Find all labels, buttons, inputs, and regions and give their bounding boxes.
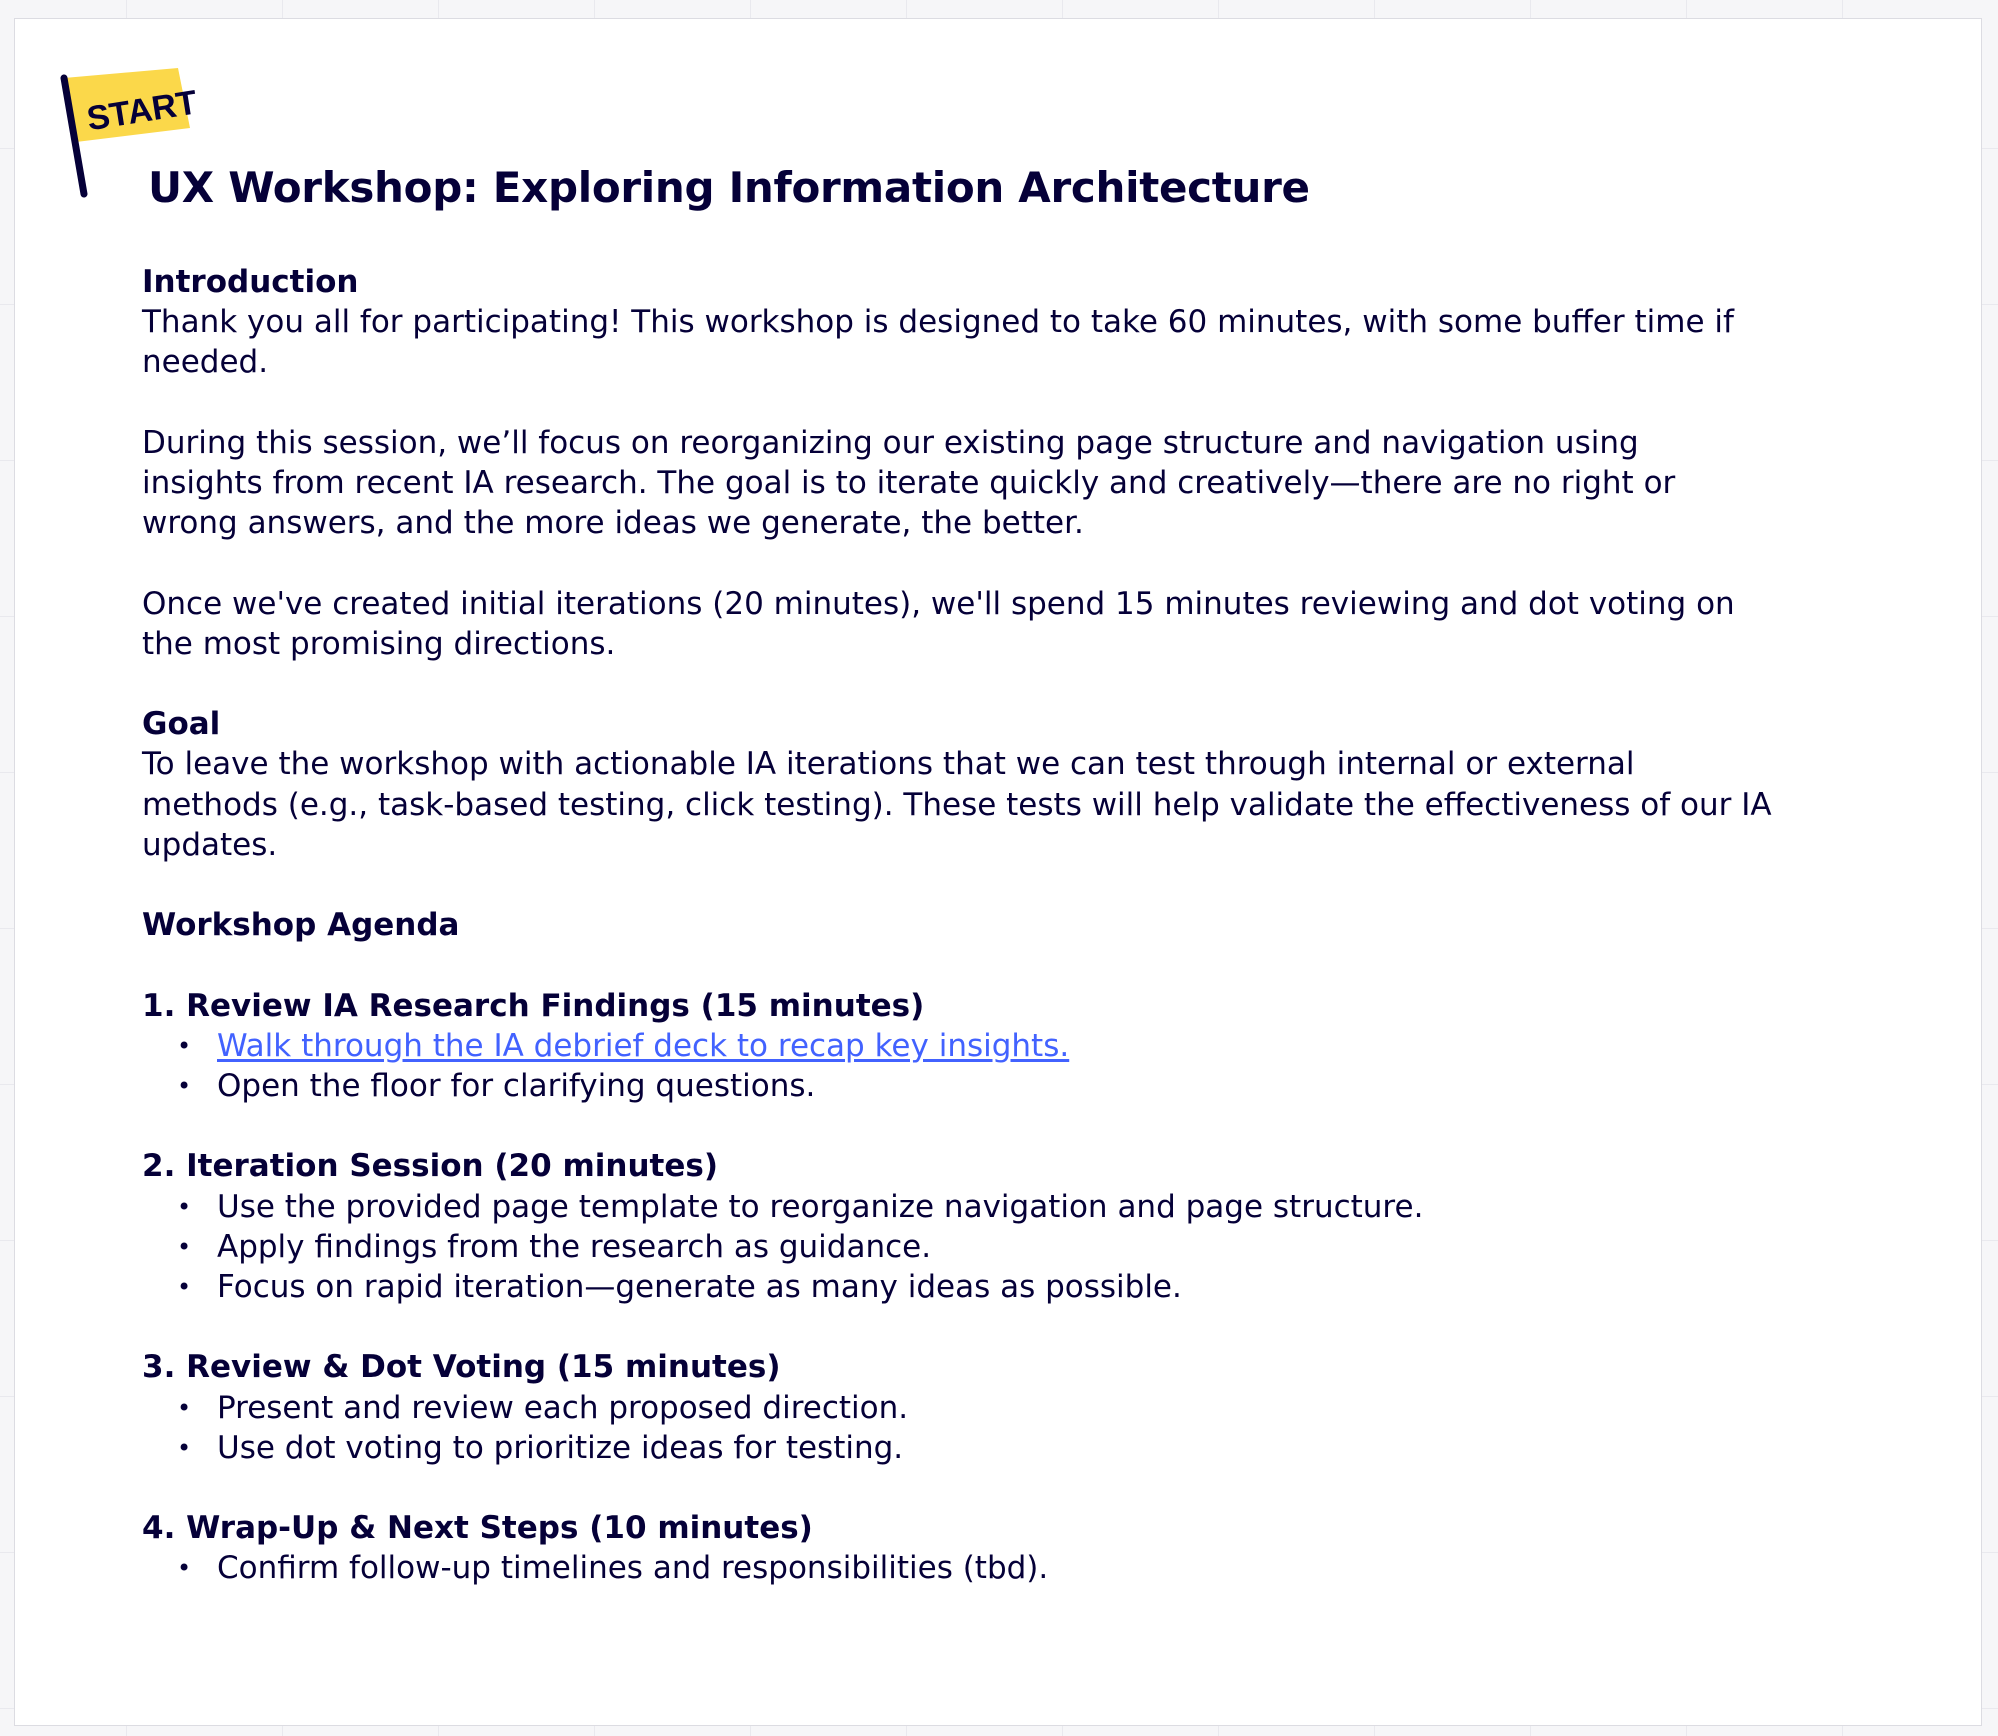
document-body [142, 262, 1842, 1589]
goal-section [142, 704, 1842, 865]
debrief-deck-link[interactable]: Walk through the IA debrief deck to recap key insights. [217, 1027, 1070, 1064]
intro-paragraph-2-line-2: insights from recent IA research. The goal is to iterate quickly and creatively—there are no right or [142, 465, 1676, 501]
agenda-list [142, 1388, 1842, 1468]
flag-label: START [84, 83, 200, 139]
intro-paragraph-2-line-1: During this session, we’ll focus on reorganizing our existing page structure and navigation using [142, 424, 1639, 461]
goal-line-2: methods (e.g., task-based testing, click testing). These tests will help validate the effectiveness of our IA [142, 786, 1772, 823]
goal-heading: Goal [142, 706, 221, 743]
goal-line-1: To leave the workshop with actionable IA iterations that we can test through internal or external [142, 746, 1635, 783]
list-item: • Use the provided page template to reorganize navigation and page structure. [142, 1187, 1842, 1227]
list-item: • Focus on rapid iteration—generate as many ideas as possible. [142, 1267, 1842, 1307]
list-item: • Apply findings from the research as guidance. [142, 1227, 1842, 1267]
list-item: • Open the floor for clarifying questions. [142, 1066, 1842, 1106]
intro-paragraph-3-line-1: Once we've created initial iterations (20 minutes), we'll spend 15 minutes reviewing and dot voting on [142, 585, 1735, 622]
agenda-section-title: 3. Review & Dot Voting (15 minutes) [142, 1349, 781, 1386]
list-item: • Confirm follow-up timelines and responsibilities (tbd). [142, 1548, 1842, 1588]
list-item [142, 1026, 1842, 1066]
list-item: • Present and review each proposed direction. [142, 1388, 1842, 1428]
agenda-list [142, 1187, 1842, 1308]
intro-paragraph-1-line-1: Thank you all for participating! This workshop is designed to take 60 minutes, with some buffer time if [142, 304, 1734, 341]
intro-paragraph-3-line-2: the most promising directions. [142, 625, 616, 662]
introduction-section [142, 262, 1842, 664]
introduction-heading: Introduction [142, 264, 359, 300]
agenda-heading: Workshop Agenda [142, 907, 460, 944]
agenda-section-title: 2. Iteration Session (20 minutes) [142, 1148, 718, 1185]
agenda-section-title: 1. Review IA Research Findings (15 minutes) [142, 987, 925, 1024]
goal-line-3: updates. [142, 826, 278, 863]
agenda-section [142, 905, 1842, 1588]
agenda-section-title: 4. Wrap-Up & Next Steps (10 minutes) [142, 1510, 813, 1547]
agenda-list [142, 1548, 1842, 1588]
page-title: UX Workshop: Exploring Information Architecture [148, 163, 1310, 212]
intro-paragraph-2-line-3: wrong answers, and the more ideas we generate, the better. [142, 505, 1084, 542]
agenda-list [142, 1026, 1842, 1106]
intro-paragraph-1-line-2: needed. [142, 344, 269, 381]
list-item: • Use dot voting to prioritize ideas for testing. [142, 1428, 1842, 1468]
